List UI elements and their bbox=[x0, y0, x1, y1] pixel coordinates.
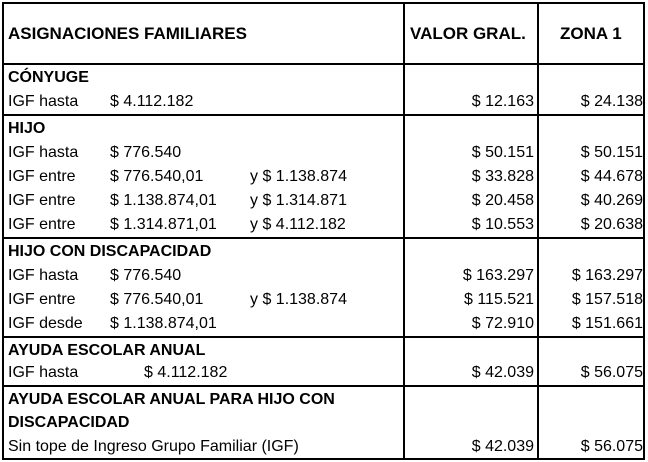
row-general-value: $ 163.297 bbox=[462, 267, 534, 284]
row-from: $ 4.112.182 bbox=[144, 364, 228, 381]
row-zone-value: $ 151.661 bbox=[571, 315, 643, 332]
row-to: y $ 1.138.874 bbox=[250, 168, 347, 185]
table-title: ASIGNACIONES FAMILIARES bbox=[8, 24, 247, 43]
row-label: IGF entre bbox=[8, 192, 76, 209]
row-zone-value: $ 44.678 bbox=[580, 168, 643, 185]
section-title-ayuda-escolar-discapacidad-line1: AYUDA ESCOLAR ANUAL PARA HIJO CON bbox=[8, 391, 335, 408]
row-zone-value: $ 40.269 bbox=[580, 192, 643, 209]
section-title-conyuge: CÓNYUGE bbox=[8, 69, 89, 86]
section-divider bbox=[4, 114, 643, 116]
row-general-value: $ 12.163 bbox=[471, 93, 534, 110]
row-label: IGF hasta bbox=[8, 93, 79, 110]
row-general-value: $ 33.828 bbox=[471, 168, 534, 185]
row-to: y $ 4.112.182 bbox=[250, 216, 346, 233]
row-label: IGF hasta bbox=[8, 364, 79, 381]
section-divider bbox=[4, 63, 643, 65]
column-header-general: VALOR GRAL. bbox=[410, 24, 526, 43]
family-allowances-table bbox=[2, 2, 645, 460]
row-general-value: $ 72.910 bbox=[471, 315, 534, 332]
row-from: $ 1.314.871,01 bbox=[110, 216, 217, 233]
row-from: $ 4.112.182 bbox=[110, 93, 194, 110]
row-label: IGF hasta bbox=[8, 267, 79, 284]
section-divider bbox=[4, 385, 643, 387]
section-title-ayuda-escolar-discapacidad-line2: DISCAPACIDAD bbox=[8, 414, 130, 431]
row-general-value: $ 42.039 bbox=[471, 438, 534, 455]
row-general-value: $ 50.151 bbox=[471, 144, 534, 161]
row-to: y $ 1.314.871 bbox=[250, 192, 347, 209]
row-from: $ 776.540 bbox=[110, 144, 182, 161]
section-title-ayuda-escolar: AYUDA ESCOLAR ANUAL bbox=[8, 342, 206, 359]
row-from: $ 1.138.874,01 bbox=[110, 192, 217, 209]
column-header-zone: ZONA 1 bbox=[560, 24, 622, 43]
row-general-value: $ 20.458 bbox=[471, 192, 534, 209]
row-label: IGF desde bbox=[8, 315, 83, 332]
row-from: $ 776.540,01 bbox=[110, 168, 204, 185]
row-general-value: $ 115.521 bbox=[464, 291, 534, 308]
section-divider bbox=[4, 237, 643, 239]
row-general-value: $ 42.039 bbox=[471, 364, 534, 381]
row-from: $ 776.540 bbox=[110, 267, 182, 284]
row-zone-value: $ 50.151 bbox=[580, 144, 643, 161]
row-zone-value: $ 56.075 bbox=[580, 438, 643, 455]
row-label: IGF entre bbox=[8, 168, 76, 185]
row-label: IGF entre bbox=[8, 216, 76, 233]
row-zone-value: $ 157.518 bbox=[571, 291, 643, 308]
row-label: IGF entre bbox=[8, 291, 76, 308]
row-zone-value: $ 163.297 bbox=[571, 267, 643, 284]
row-general-value: $ 10.553 bbox=[471, 216, 534, 233]
row-from: $ 776.540,01 bbox=[110, 291, 204, 308]
section-divider bbox=[4, 336, 643, 338]
row-to: y $ 1.138.874 bbox=[250, 291, 347, 308]
row-label: IGF hasta bbox=[8, 144, 79, 161]
row-from: $ 1.138.874,01 bbox=[110, 315, 217, 332]
section-title-hijo: HIJO bbox=[8, 120, 46, 137]
row-zone-value: $ 56.075 bbox=[580, 364, 643, 381]
row-label: Sin tope de Ingreso Grupo Familiar (IGF) bbox=[8, 438, 299, 455]
row-zone-value: $ 24.138 bbox=[580, 93, 643, 110]
row-zone-value: $ 20.638 bbox=[580, 216, 643, 233]
section-title-hijo-discapacidad: HIJO CON DISCAPACIDAD bbox=[8, 243, 212, 260]
